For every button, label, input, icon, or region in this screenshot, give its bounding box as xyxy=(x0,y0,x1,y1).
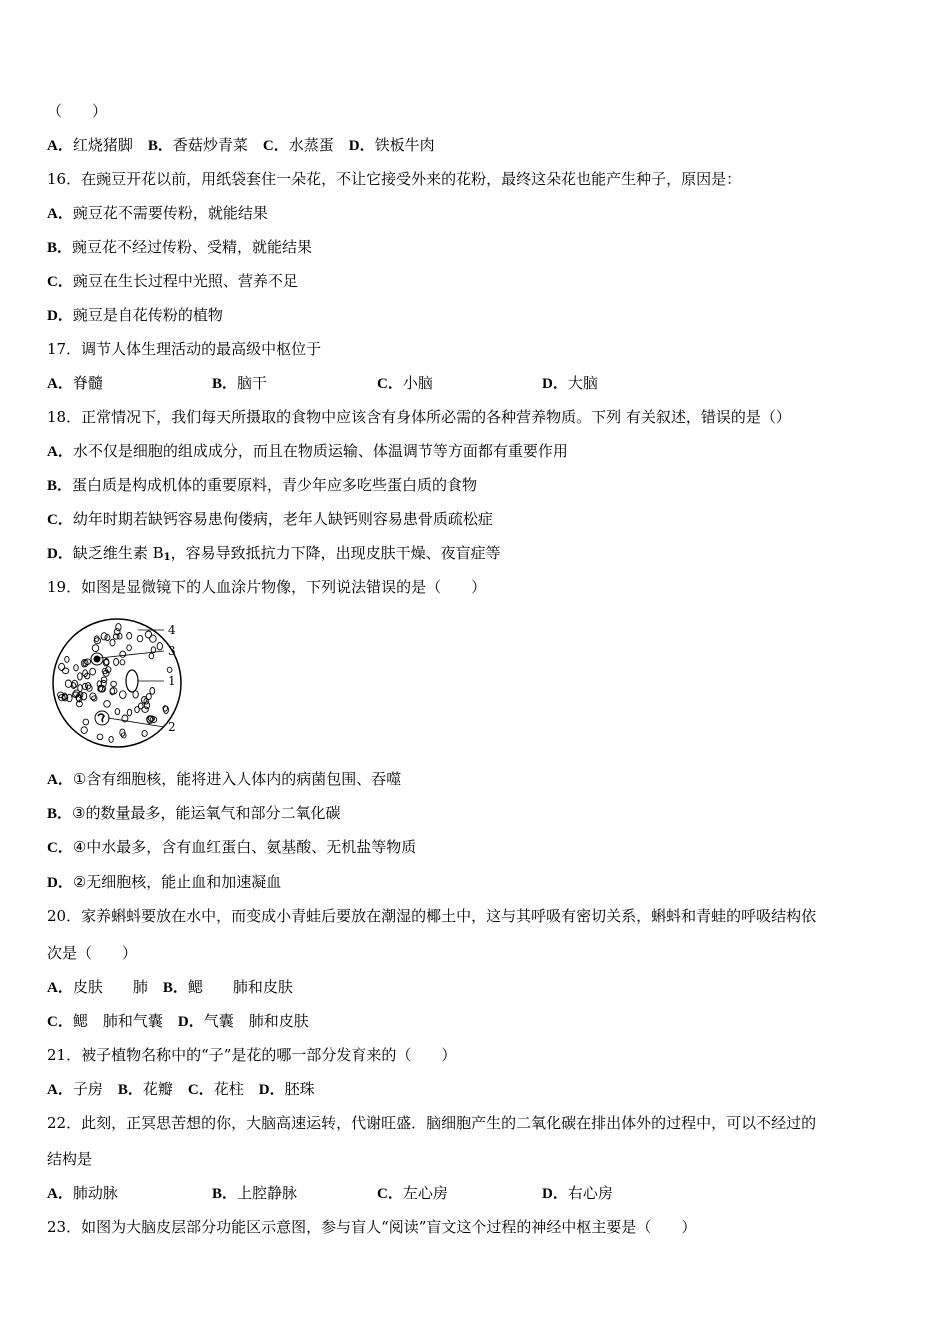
q22-option-d: D．右心房 xyxy=(542,1184,613,1202)
cell-1 xyxy=(126,670,138,692)
q23-stem: 23．如图为大脑皮层部分功能区示意图，参与盲人“阅读”盲文这个过程的神经中枢主要是（ ） xyxy=(47,1218,697,1236)
blood-smear-figure xyxy=(50,606,190,758)
q22-stem-line1: 22．此刻，正冥思苦想的你，大脑高速运转，代谢旺盛．脑细胞产生的二氧化碳在排出体外的过程中，可以不经过的 xyxy=(47,1114,817,1132)
figure-label-1: 1 xyxy=(168,674,176,688)
q18-option-c: C．幼年时期若缺钙容易患佝偻病，老年人缺钙则容易患骨质疏松症 xyxy=(47,510,493,528)
q15-answer-paren: （ ） xyxy=(47,102,108,120)
q20-options-line1: A．皮肤 肺 B．鳃 肺和皮肤 xyxy=(47,978,293,996)
q22-option-b: B．上腔静脉 xyxy=(212,1184,298,1202)
q19-stem: 19．如图是显微镜下的人血涂片物像，下列说法错误的是（ ） xyxy=(47,578,487,596)
q16-option-b: B．豌豆花不经过传粉、受精，就能结果 xyxy=(47,238,313,256)
q19-option-b: B．③的数量最多，能运氧气和部分二氧化碳 xyxy=(47,804,341,822)
figure-label-2: 2 xyxy=(168,720,176,734)
q17-option-c: C．小脑 xyxy=(377,374,433,392)
q20-stem-line1: 20．家养蝌蚪要放在水中，而变成小青蛙后要放在潮湿的椰土中，这与其呼吸有密切关系，蝌蚪和青蛙的呼吸结构依 xyxy=(47,907,817,925)
q20-stem-line2: 次是（ ） xyxy=(47,944,138,962)
q18-option-d-post: ，容易导致抵抗力下降，出现皮肤干燥、夜盲症等 xyxy=(170,544,501,562)
q20-options-line2: C．鳃 肺和气囊 D．气囊 肺和皮肤 xyxy=(47,1012,309,1030)
q18-option-d xyxy=(47,543,501,563)
q18-option-b: B．蛋白质是构成机体的重要原料，青少年应多吃些蛋白质的食物 xyxy=(47,476,478,494)
q22-option-c: C．左心房 xyxy=(377,1184,448,1202)
q16-option-a: A．豌豆花不需要传粉，就能结果 xyxy=(47,204,268,222)
q21-options: A．子房 B．花瓣 C．花柱 D．胚珠 xyxy=(47,1080,315,1098)
q22-stem-line2: 结构是 xyxy=(47,1150,93,1168)
white-blood-cell-2 xyxy=(95,711,109,725)
figure-label-3: 3 xyxy=(168,644,176,658)
q18-option-a: A．水不仅是细胞的组成成分，而且在物质运输、体温调节等方面都有重要作用 xyxy=(47,442,568,460)
q21-stem: 21．被子植物名称中的“子”是花的哪一部分发育来的（ ） xyxy=(47,1046,457,1064)
q16-stem: 16．在豌豆开花以前，用纸袋套住一朵花，不让它接受外来的花粉，最终这朵花也能产生种子，原因是： xyxy=(47,170,742,188)
q18-stem: 18．正常情况下，我们每天所摄取的食物中应该含有身体所必需的各种营养物质。下列 有关叙述，错误的是（） xyxy=(47,408,791,426)
q18-option-d-subscript: 1 xyxy=(163,552,171,563)
q17-option-d: D．大脑 xyxy=(542,374,598,392)
q17-stem: 17．调节人体生理活动的最高级中枢位于 xyxy=(47,340,322,358)
q17-option-a: A．脊髓 xyxy=(47,374,103,392)
q22-option-a: A．肺动脉 xyxy=(47,1184,118,1202)
q17-option-b: B．脑干 xyxy=(212,374,268,392)
q19-option-d: D．②无细胞核，能止血和加速凝血 xyxy=(47,873,282,891)
white-blood-cell-3 xyxy=(91,653,103,665)
q15-options: A．红烧猪脚 B．香菇炒青菜 C．水蒸蛋 D．铁板牛肉 xyxy=(47,136,435,154)
q16-option-d: D．豌豆是自花传粉的植物 xyxy=(47,306,223,324)
q19-option-c: C．④中水最多，含有血红蛋白、氨基酸、无机盐等物质 xyxy=(47,838,417,856)
q16-option-c: C．豌豆在生长过程中光照、营养不足 xyxy=(47,272,298,290)
q18-option-d-pre: D．缺乏维生素 B xyxy=(47,544,164,562)
figure-label-4: 4 xyxy=(168,623,176,637)
q19-option-a: A．①含有细胞核，能将进入人体内的病菌包围、吞噬 xyxy=(47,770,402,788)
